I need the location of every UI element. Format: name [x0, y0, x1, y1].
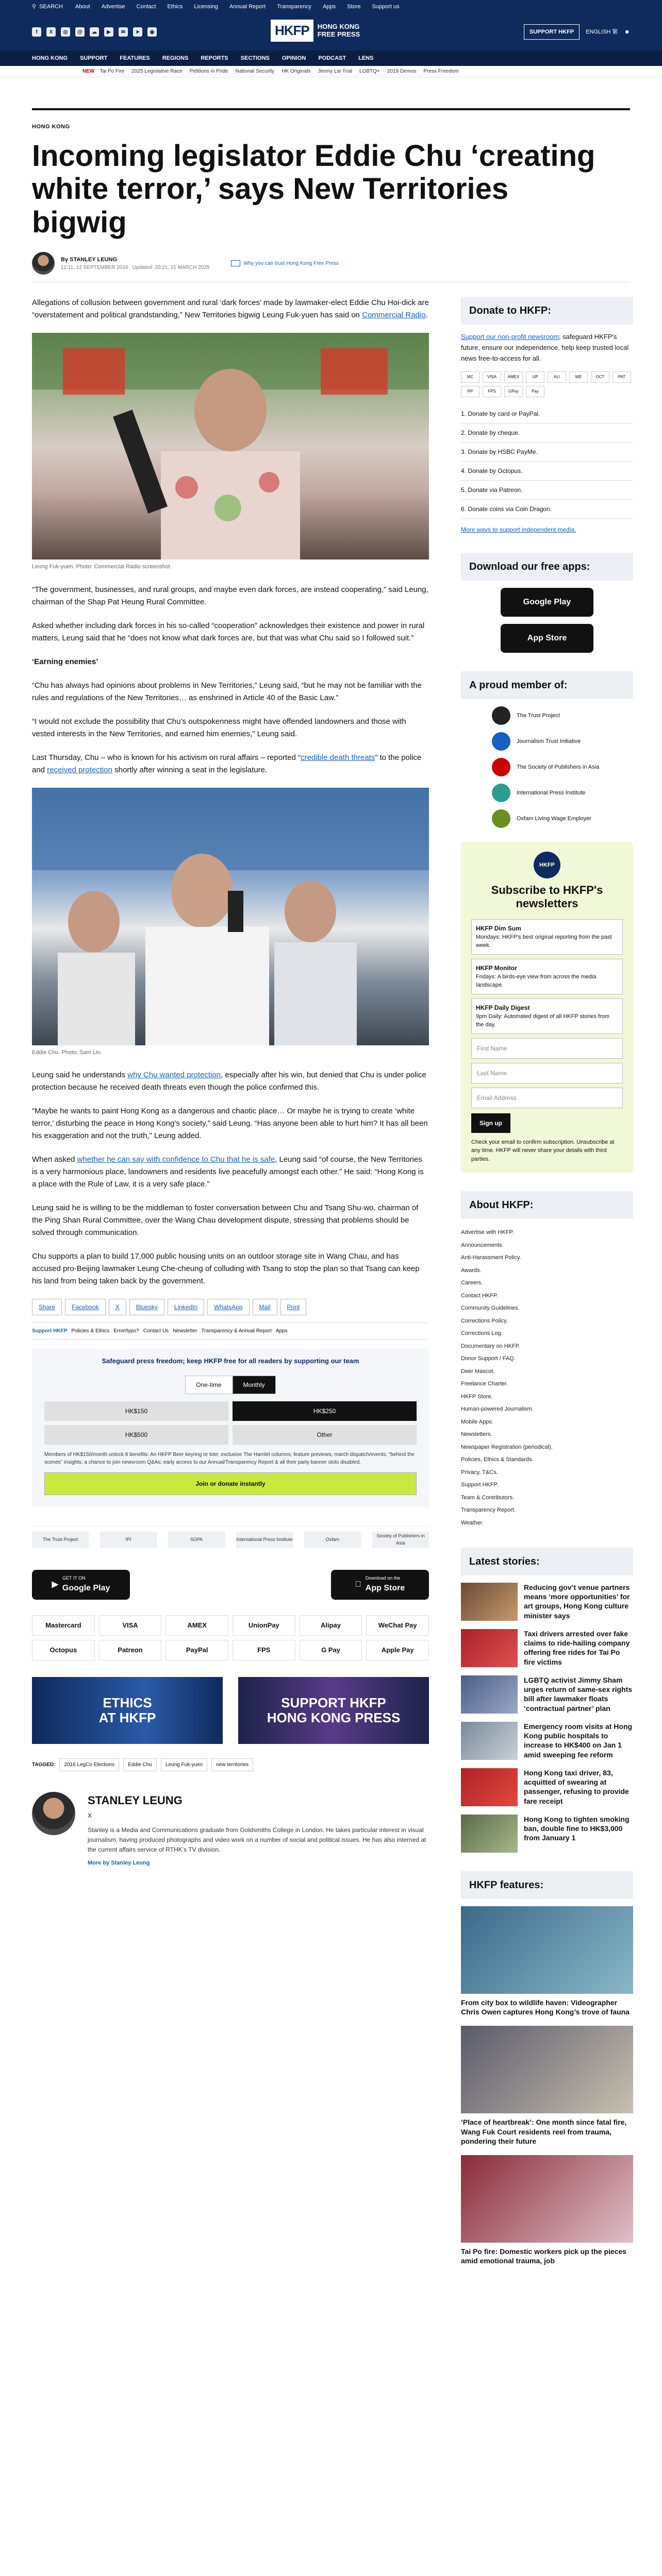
payment-logo: VISA [99, 1615, 162, 1636]
top-link-ethics[interactable]: Ethics [167, 3, 183, 10]
share-facebook-button[interactable]: Facebook [65, 1299, 106, 1315]
support-newsroom-link[interactable]: Support our non-profit newsroom [461, 333, 559, 341]
about-link[interactable]: Newspaper Registration (periodical). [461, 1444, 553, 1450]
payment-logo: FPS [233, 1640, 295, 1660]
donate-options [461, 404, 633, 519]
paragraph: Chu supports a plan to build 17,000 public housing units on an outdoor storage site in Wang Chau, and has accused pro-Beijing lawmaker Leung Che-cheung of colluding with Tsang to stop the plan so that Tsang can keep his land from being taken back by the government. [32, 1252, 420, 1286]
footer-link[interactable]: Support HKFP [32, 1328, 68, 1334]
share-label: Share [32, 1299, 62, 1315]
feature-story[interactable]: From city box to wildlife haven: Videographer Chris Owen captures Hong Kong’s trove of fauna [461, 1906, 633, 2016]
payment-methods [32, 1615, 429, 1660]
tab-one-time[interactable]: One-time [185, 1376, 232, 1394]
member-logo[interactable]: Journalism Trust Initiative [492, 732, 633, 751]
photo-illustration [32, 333, 429, 560]
photo-illustration [32, 788, 429, 1045]
payment-logo: Mastercard [32, 1615, 95, 1636]
about-link[interactable]: Announcements. [461, 1242, 504, 1248]
author-box [32, 1792, 429, 1868]
footer-link[interactable]: Newsletter [173, 1328, 197, 1334]
main-nav [0, 50, 662, 66]
donate-frequency-toggle [44, 1376, 417, 1394]
tag-link[interactable]: 2016 LegCo Elections [59, 1758, 119, 1771]
x-icon[interactable]: X [46, 27, 56, 37]
app-downloads [32, 1570, 429, 1600]
apple-icon [355, 1579, 361, 1591]
donate-title: Safeguard press freedom; keep HKFP free for all readers by supporting our team [102, 1357, 359, 1365]
author-avatar[interactable] [32, 1792, 75, 1835]
latest-story[interactable]: Hong Kong to tighten smoking ban, double fine to HK$3,000 from January 1 [461, 1815, 633, 1853]
about-link[interactable]: Careers. [461, 1280, 483, 1286]
amount-option[interactable]: HK$500 [44, 1425, 228, 1445]
nav-reports[interactable]: REPORTS [201, 55, 228, 61]
paragraph: When asked whether he can say with confidence to Chu that he is safe, Leung said “of course, the New Territories is a very harmonious place, landowners and residents live peacefully amongst each other.” He said: “Hong Kong is a place with the Rule of Law, it is a very safe place.” [32, 1155, 424, 1189]
paragraph: “Maybe he wants to paint Hong Kong as a dangerous and chaotic place… Or maybe he is trying to create ‘white terror,’ disturbing the peace in Hong Kong’s society,” said Leung. “Has anyone been able to hurt him? It has all been his exaggeration and not the truth,” Leung added. [32, 1107, 428, 1141]
trust-link[interactable]: Why you can trust Hong Kong Free Press [231, 260, 339, 267]
share-mail-button[interactable]: Mail [253, 1299, 277, 1315]
payment-logo: WeChat Pay [366, 1615, 429, 1636]
about-link[interactable]: Documentary on HKFP. [461, 1343, 520, 1349]
about-link[interactable]: Human-powered Journalism. [461, 1406, 534, 1413]
member-logo[interactable]: International Press Institute [492, 784, 633, 802]
donate-amounts [44, 1401, 417, 1445]
top-link-annual-report[interactable]: Annual Report [229, 3, 266, 10]
donate-option[interactable]: 4. Donate by Octopus. [461, 462, 633, 481]
footer-link[interactable]: Transparency & Annual Report [201, 1328, 272, 1334]
trending-item[interactable]: HK Originals [282, 69, 311, 74]
trending-item[interactable]: National Security [235, 69, 275, 74]
paragraph: Last Thursday, Chu – who is known for his activism on rural affairs – reported “credible death threats” to the police and received protection shortly after winning a seat in the legislature. [32, 753, 422, 774]
oxfam-icon [492, 809, 510, 828]
author-name[interactable]: STANLEY LEUNG [88, 1793, 183, 1807]
payment-logo: AMEX [166, 1615, 228, 1636]
latest-story[interactable]: Reducing gov’t venue partners means ‘more opportunities’ for art groups, Hong Kong culture minister says [461, 1583, 633, 1621]
sopa-icon [492, 758, 510, 776]
member-title: A proud member of: [461, 671, 633, 699]
newsletter-option[interactable]: HKFP Daily Digest 9pm Daily: Automated digest of all HKFP stories from the day. [471, 998, 623, 1034]
nav-hong-kong[interactable]: HONG KONG [32, 55, 68, 61]
paragraph: Leung said he is willing to be the middleman to foster conversation between Chu and Tsang Shu-wo, chairman of the Ping Shan Rural Committee, over the Wang Chau development dispute, stressing that problems should be solved through communication. [32, 1204, 419, 1238]
latest-story[interactable]: LGBTQ activist Jimmy Sham urges return of same-sex rights bill after lawmaker floats ‘contractual partner’ plan [461, 1675, 633, 1714]
email-field[interactable]: Email Address [471, 1088, 623, 1108]
publish-date: 12:11, 12 SEPTEMBER 2016 Updated: 20:21, 21 MARCH 2025 [61, 265, 210, 271]
newsletter-option[interactable]: HKFP Monitor Fridays: A birds-eye view from across the media landscape. [471, 959, 623, 994]
payment-logo: Alipay [300, 1615, 362, 1636]
inline-link[interactable]: received protection [47, 765, 112, 774]
app-store-badge[interactable]: App Store [501, 624, 593, 653]
sidebar-payment-logos [461, 371, 633, 397]
paragraph: Allegations of collusion between government and rural ‘dark forces’ made by lawmaker-elect Eddie Chu Hoi-dick are “overstatement and political grandstanding,” New Territories bigwig Leung Fuk-yuen has said on Commercial Radio. [32, 298, 429, 320]
story-thumbnail [461, 1722, 518, 1760]
story-thumbnail [461, 1675, 518, 1714]
nav-sections[interactable]: SECTIONS [240, 55, 270, 61]
inline-link[interactable]: why Chu wanted protection [127, 1071, 221, 1080]
jti-icon [492, 732, 510, 751]
about-link[interactable]: Advertise with HKFP. [461, 1229, 514, 1236]
top-link-advertise[interactable]: Advertise [101, 3, 125, 10]
share-whatsapp-button[interactable]: WhatsApp [207, 1299, 249, 1315]
about-link[interactable]: Contact HKFP. [461, 1292, 498, 1299]
google-play-icon: ▶ [52, 1580, 58, 1589]
paragraph: “Chu has always had opinions about problems in New Territories,” Leung said, “but he may not be familiar with the rules and regulations of the New Territories… as enshrined in Article 40 of the Basic Law.” [32, 681, 422, 702]
article-photo-leung [32, 333, 429, 560]
feature-story[interactable]: Tai Po fire: Domestic workers pick up the pieces amid emotional trauma, job [461, 2155, 633, 2265]
language-switcher[interactable]: ENGLISH 繁 [586, 28, 618, 35]
member-logo[interactable]: Oxfam Living Wage Employer [492, 809, 633, 828]
top-link-apps[interactable]: Apps [323, 3, 336, 10]
about-link[interactable]: Community Guidelines. [461, 1305, 520, 1312]
partner-logo[interactable]: Society of Publishers in Asia [372, 1532, 429, 1548]
trending-bar [0, 66, 662, 77]
donate-note: Members of HK$150/month unlock 8 benefits: An HKFP Beer keyring or tote; exclusive The Hamlet columns; feature previews; march dispatch/events; "behind the scenes" insights; a chance to join newsroom Q&As; early access to our Annual/Transparency Report & all their party banner slots disabled. [44, 1451, 415, 1465]
search-icon: ⚲ [32, 3, 37, 10]
about-link[interactable]: Transparency Report. [461, 1507, 516, 1514]
payment-logo: PAT [613, 371, 631, 383]
donate-option[interactable]: 6. Donate coins via Coin Dragon. [461, 500, 633, 519]
about-title: About HKFP: [461, 1191, 633, 1219]
newsletter-signup [461, 842, 633, 1173]
author-avatar[interactable] [32, 252, 55, 275]
payment-logo: AMEX [504, 371, 523, 383]
donate-option[interactable]: 5. Donate via Patreon. [461, 481, 633, 500]
google-play-badge[interactable]: ▶ GET IT ON Google Play [32, 1570, 130, 1600]
amount-option[interactable]: HK$150 [44, 1401, 228, 1421]
member-logo[interactable]: The Trust Project [492, 706, 633, 725]
apps-title: Download our free apps: [461, 553, 633, 581]
payment-logo: MC [461, 371, 479, 383]
payment-logo: UnionPay [233, 1615, 295, 1636]
top-link-licensing[interactable]: Licensing [194, 3, 218, 10]
donate-widget [32, 1349, 429, 1507]
trending-item[interactable]: Petitions in Pride [189, 69, 228, 74]
about-link[interactable]: Corrections Log. [461, 1330, 503, 1337]
last-name-field[interactable]: Last Name [471, 1063, 623, 1083]
footer-link[interactable]: Policies & Ethics [71, 1328, 110, 1334]
promo-banners [32, 1677, 429, 1744]
donate-option[interactable]: 3. Donate by HSBC PayMe. [461, 443, 633, 462]
footer-link[interactable]: Error/typo? [113, 1328, 139, 1334]
logo-text: HONG KONG FREE PRESS [317, 23, 360, 38]
payment-logo: Octopus [32, 1640, 95, 1660]
partner-logo[interactable]: International Press Institute [236, 1532, 293, 1548]
sidebar-donate-title: Donate to HKFP: [461, 297, 633, 325]
payment-logo: ALI [548, 371, 566, 383]
app-store-badge[interactable]: Download on the App Store [331, 1570, 429, 1600]
more-ways-link[interactable]: More ways to support independent media. [461, 526, 576, 533]
paragraph: “The government, businesses, and rural groups, and maybe even dark forces, are instead cooperating,” said Leung, chairman of the Shap Pat Heung Rural Committee. [32, 585, 428, 606]
story-thumbnail [461, 1583, 518, 1621]
photo-caption: Leung Fuk-yuen. Photo: Commercial Radio screenshot. [32, 564, 172, 570]
inline-link[interactable]: credible death threats [301, 753, 375, 762]
threads-icon[interactable]: @ [75, 27, 85, 37]
amount-option[interactable]: Other [233, 1425, 417, 1445]
author-name[interactable]: By STANLEY LEUNG [61, 256, 118, 263]
about-link[interactable]: Freelance Charter. [461, 1381, 508, 1387]
trending-item[interactable]: 2019 Demos [387, 69, 417, 74]
donate-option[interactable]: 2. Donate by cheque. [461, 423, 633, 443]
feature-story[interactable]: ‘Place of heartbreak’: One month since fatal fire, Wang Fuk Court residents reel from trauma, pondering their future [461, 2026, 633, 2146]
partner-logo[interactable]: IPI [100, 1532, 157, 1548]
sidebar [461, 297, 633, 2275]
payment-logo: OCT [591, 371, 609, 383]
more-by-author-link[interactable]: More by Stanley Leung [88, 1860, 150, 1867]
partner-logo[interactable]: SOPA [168, 1532, 225, 1548]
newsletter-option[interactable]: HKFP Dim Sum Mondays: HKFP's best original reporting from the past week. [471, 919, 623, 955]
bluesky-icon[interactable]: ☁ [90, 27, 99, 37]
instagram-icon[interactable]: ◎ [61, 27, 70, 37]
share-bluesky-button[interactable]: Bluesky [129, 1299, 164, 1315]
about-link[interactable]: Donor Support / FAQ. [461, 1355, 516, 1362]
newsletter-title: Subscribe to HKFP's newsletters [491, 883, 603, 910]
trending-item[interactable]: Tai Po Fire [100, 69, 125, 74]
payment-logo: WE [569, 371, 588, 383]
top-bar [0, 0, 662, 13]
rss-icon[interactable]: ◉ [147, 27, 157, 37]
top-link-support[interactable]: Support us [372, 3, 400, 10]
share-x-button[interactable]: X [109, 1299, 126, 1315]
newsletter-note: Check your email to confirm subscription. Unsubscribe at any time. HKFP will never share your details with third parties. [471, 1139, 615, 1162]
payment-logo: VISA [483, 371, 501, 383]
payment-logo: UP [526, 371, 544, 383]
support-hkfp-button[interactable]: SUPPORT HKFP [524, 24, 580, 40]
telegram-icon[interactable]: ➤ [133, 27, 142, 37]
about-link[interactable]: Corrections Policy. [461, 1317, 508, 1324]
about-links [461, 1226, 633, 1529]
latest-story[interactable]: Emergency room visits at Hong Kong public hospitals to increase to HK$400 on Jan 1 amid sweeping fee reform [461, 1722, 633, 1760]
story-thumbnail [461, 1815, 518, 1853]
content [0, 297, 662, 2275]
about-link[interactable]: Policies, Ethics & Standards. [461, 1456, 534, 1463]
feature-image [461, 1906, 633, 1994]
about-link[interactable]: Support HKFP. [461, 1482, 499, 1488]
article-tags [32, 1758, 429, 1771]
paragraph: “I would not exclude the possibility that Chu’s outspokenness might have offended landowners and those with vested interests in the New Territories, and earned him enemies,” Leung said. [32, 717, 406, 738]
social-links [32, 27, 157, 37]
payment-logo: PP [461, 386, 479, 397]
amount-option[interactable]: HK$250 [233, 1401, 417, 1421]
author-bio: Stanley is a Media and Communications graduate from Goldsmiths College in London. He takes particular interest in visual journalism, having produced photographs and video work on a number of social and political issues. He has also interned at the current affairs service of RTHK’s TV division. [88, 1826, 426, 1854]
donate-option[interactable]: 1. Donate by card or PayPal. [461, 404, 633, 423]
footer-link[interactable]: Contact Us [143, 1328, 169, 1334]
byline-text [61, 256, 209, 272]
nav-lens[interactable]: LENS [358, 55, 374, 61]
x-icon[interactable]: X [88, 1811, 92, 1819]
site-logo[interactable] [271, 20, 360, 42]
mail-icon[interactable]: ✉ [119, 27, 128, 37]
share-buttons [32, 1299, 429, 1315]
about-link[interactable]: Team & Contributors. [461, 1494, 515, 1501]
tags-label: TAGGED: [32, 1761, 56, 1768]
latest-title: Latest stories: [461, 1548, 633, 1575]
logo-mark: HKFP [271, 20, 313, 42]
footer-link[interactable]: Apps [275, 1328, 288, 1334]
sign-up-button[interactable]: Sign up [471, 1113, 510, 1133]
payment-logo: Pay [526, 386, 544, 397]
article-headline: Incoming legislator Eddie Chu ‘creating white terror,’ says New Territories bigwig [32, 139, 595, 240]
account-icon[interactable]: ☻ [624, 28, 630, 35]
author-info [88, 1792, 429, 1868]
trending-item[interactable]: Jimmy Lai Trial [318, 69, 353, 74]
byline [32, 252, 662, 275]
top-link-transparency[interactable]: Transparency [277, 3, 312, 10]
nav-podcast[interactable]: PODCAST [318, 55, 346, 61]
tab-monthly[interactable]: Monthly [233, 1376, 276, 1394]
first-name-field[interactable]: First Name [471, 1038, 623, 1059]
about-link[interactable]: Awards. [461, 1267, 482, 1274]
inline-link[interactable]: whether he can say with confidence to Chu that he is safe [77, 1155, 275, 1164]
payment-logo: Apple Pay [366, 1640, 429, 1660]
nav-regions[interactable]: REGIONS [162, 55, 189, 61]
about-link[interactable]: Newsletters. [461, 1431, 492, 1438]
trending-item[interactable]: Press Freedom [423, 69, 459, 74]
features-title: HKFP features: [461, 1871, 633, 1899]
join-donate-button[interactable]: Join or donate instantly [44, 1472, 417, 1495]
ipi-icon [492, 784, 510, 802]
nav-features[interactable]: FEATURES [120, 55, 150, 61]
share-print-button[interactable]: Print [280, 1299, 307, 1315]
about-link[interactable]: Anti-Harassment Policy. [461, 1255, 521, 1261]
nav-support[interactable]: SUPPORT [80, 55, 108, 61]
share-linkedin-button[interactable]: LinkedIn [168, 1299, 204, 1315]
feature-image [461, 2026, 633, 2113]
top-link-store[interactable]: Store [347, 3, 361, 10]
paragraph: Leung said he understands why Chu wanted protection, especially after his win, but denied that Chu is under police protection because he received death threats even though the police confirmed this. [32, 1071, 426, 1092]
tag-link[interactable]: Eddie Chu [123, 1758, 157, 1771]
payment-logo: Patreon [99, 1640, 162, 1660]
youtube-icon[interactable]: ▶ [104, 27, 113, 37]
tag-link[interactable]: Leung Fuk-yuen [161, 1758, 207, 1771]
trust-project-icon [492, 706, 510, 725]
payment-logo: FPS [483, 386, 501, 397]
article-photo-chu [32, 788, 429, 1045]
partner-logos [32, 1526, 429, 1553]
latest-story[interactable]: Hong Kong taxi driver, 83, acquitted of swearing at passenger, refusing to provide fare receipt [461, 1768, 633, 1806]
google-play-badge[interactable]: Google Play [501, 588, 593, 617]
top-link-about[interactable]: About [75, 3, 90, 10]
trust-icon [231, 260, 240, 266]
feature-image [461, 2155, 633, 2243]
about-link[interactable]: Mobile Apps. [461, 1418, 493, 1425]
nav-opinion[interactable]: OPINION [282, 55, 306, 61]
new-label: NEW [82, 69, 95, 74]
ethics-banner[interactable]: ETHICS AT HKFP [32, 1677, 223, 1744]
header-rule [32, 108, 630, 110]
payment-logo: G Pay [300, 1640, 362, 1660]
top-search[interactable]: ⚲ SEARCH [32, 3, 63, 11]
trending-item[interactable]: LGBTQ+ [359, 69, 380, 74]
about-link[interactable]: HKFP Store. [461, 1393, 493, 1400]
partner-logo[interactable]: Oxfam [304, 1532, 361, 1548]
latest-story[interactable]: Taxi drivers arrested over fake claims to ride-hailing company offering free rides for Tai Po fire victims [461, 1629, 633, 1667]
payment-logo: PayPal [166, 1640, 228, 1660]
partner-logo[interactable]: The Trust Project [32, 1532, 89, 1548]
article-category[interactable]: HONG KONG [32, 124, 70, 130]
top-link-contact[interactable]: Contact [136, 3, 156, 10]
support-banner[interactable]: SUPPORT HKFP HONG KONG PRESS [238, 1677, 429, 1744]
article-footer-links [32, 1323, 429, 1340]
about-link[interactable]: Weather. [461, 1519, 484, 1526]
story-thumbnail [461, 1629, 518, 1667]
tag-link[interactable]: new territories [211, 1758, 253, 1771]
facebook-icon[interactable]: f [32, 27, 41, 37]
article-body [32, 297, 429, 2275]
payment-logo: GPay [504, 386, 523, 397]
trending-item[interactable]: 2025 Legislative Race [131, 69, 183, 74]
paragraph: Asked whether including dark forces in his so-called “cooperation” acknowledges their existence and power in rural matters, Leung said that he “does not know what dark forces are, but that was what Chu said so I followed suit.” [32, 621, 425, 642]
photo-caption: Eddie Chu. Photo: Sam Lin. [32, 1049, 102, 1056]
inline-link[interactable]: Commercial Radio [362, 311, 426, 320]
subheading: ‘Earning enemies’ [32, 657, 98, 666]
hkfp-badge: HKFP [534, 852, 560, 878]
member-logo[interactable]: The Society of Publishers in Asia [492, 758, 633, 776]
masthead-actions [524, 24, 630, 40]
masthead [0, 13, 662, 50]
about-link[interactable]: Deer Mascot. [461, 1368, 495, 1375]
about-link[interactable]: Privacy, T&Cs. [461, 1469, 498, 1476]
story-thumbnail [461, 1768, 518, 1806]
sidebar-donate-text: Support our non-profit newsroom; safeguard HKFP's future, ensure our independence, help keep trusted local news free-to-access for all. [461, 333, 629, 362]
